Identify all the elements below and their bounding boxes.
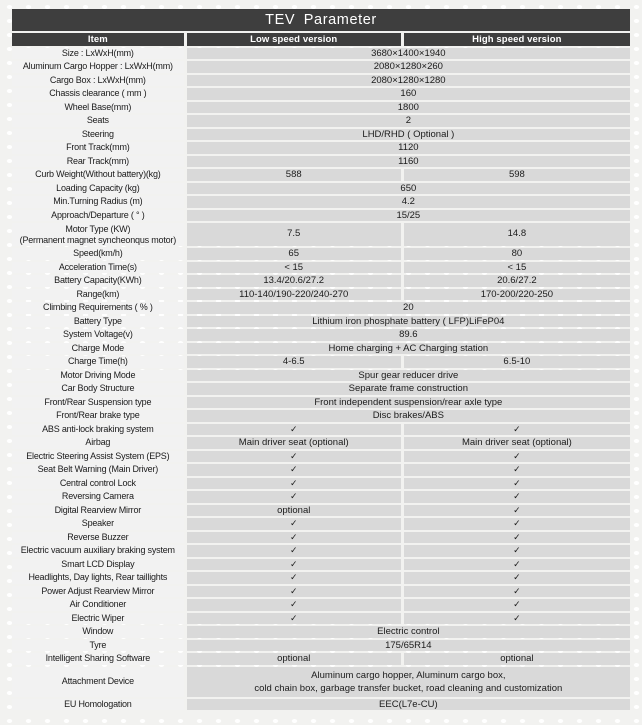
low-speed-value-cell: ✓ [187, 478, 401, 490]
table-row [12, 586, 630, 598]
low-speed-value-cell: optional [187, 505, 401, 517]
low-speed-value-cell: ✓ [187, 559, 401, 571]
merged-value-cell: Front independent suspension/rear axle type [187, 397, 630, 409]
item-label-cell: Window [12, 626, 184, 638]
merged-value-cell: 1160 [187, 156, 630, 168]
merged-value-cell: 650 [187, 183, 630, 195]
table-row [12, 451, 630, 463]
low-speed-value-cell: ✓ [187, 424, 401, 436]
low-speed-value-cell: 13.4/20.6/27.2 [187, 275, 401, 287]
item-label-cell: Aluminum Cargo Hopper : LxWxH(mm) [12, 61, 184, 73]
low-speed-value-cell: < 15 [187, 262, 401, 274]
merged-value-cell: 3680×1400×1940 [187, 48, 630, 60]
table-row [12, 343, 630, 355]
item-label-cell: Battery Type [12, 316, 184, 328]
high-speed-value-cell: ✓ [404, 559, 630, 571]
item-label-cell: Headlights, Day lights, Rear taillights [12, 572, 184, 584]
item-label-cell: Car Body Structure [12, 383, 184, 395]
item-label-cell: Cargo Box : LxWxH(mm) [12, 75, 184, 87]
table-row [12, 545, 630, 557]
merged-value-cell: Disc brakes/ABS [187, 410, 630, 422]
item-label-cell: Range(km) [12, 289, 184, 301]
high-speed-value-cell: ✓ [404, 505, 630, 517]
high-speed-value-cell: 80 [404, 248, 630, 260]
table-row [12, 129, 630, 141]
item-label-cell: Seats [12, 115, 184, 127]
high-speed-value-cell: ✓ [404, 491, 630, 503]
spec-table-body [12, 48, 630, 711]
table-row [12, 559, 630, 571]
item-label-cell: Digital Rearview Mirror [12, 505, 184, 517]
table-row [12, 196, 630, 208]
item-label-cell: Size : LxWxH(mm) [12, 48, 184, 60]
column-header-low-speed: Low speed version [187, 33, 401, 46]
table-row [12, 48, 630, 60]
column-header-item: Item [12, 33, 184, 46]
item-label-cell: Speaker [12, 518, 184, 530]
low-speed-value-cell: ✓ [187, 518, 401, 530]
table-row [12, 626, 630, 638]
table-row [12, 437, 630, 449]
item-label-cell: Battery Capacity(KWh) [12, 275, 184, 287]
table-row [12, 115, 630, 127]
item-label-cell: Electric vacuum auxiliary braking system [12, 545, 184, 557]
table-row [12, 653, 630, 665]
high-speed-value-cell: < 15 [404, 262, 630, 274]
merged-value-cell: 1800 [187, 102, 630, 114]
item-label-cell: Electric Wiper [12, 613, 184, 625]
item-label-cell: Charge Mode [12, 343, 184, 355]
high-speed-value-cell: ✓ [404, 613, 630, 625]
table-row [12, 142, 630, 154]
merged-value-cell: Spur gear reducer drive [187, 370, 630, 382]
table-row [12, 640, 630, 652]
merged-value-cell: 20 [187, 302, 630, 314]
table-row [12, 397, 630, 409]
item-label-cell: Tyre [12, 640, 184, 652]
high-speed-value-cell: ✓ [404, 518, 630, 530]
low-speed-value-cell: ✓ [187, 613, 401, 625]
low-speed-value-cell: ✓ [187, 599, 401, 611]
merged-value-cell: Electric control [187, 626, 630, 638]
high-speed-value-cell: ✓ [404, 424, 630, 436]
merged-value-cell: Home charging + AC Charging station [187, 343, 630, 355]
item-label-cell: ABS anti-lock braking system [12, 424, 184, 436]
merged-value-cell: 1120 [187, 142, 630, 154]
table-row [12, 329, 630, 341]
high-speed-value-cell: ✓ [404, 478, 630, 490]
merged-value-cell: 2080×1280×260 [187, 61, 630, 73]
item-label-cell: Front/Rear Suspension type [12, 397, 184, 409]
merged-value-cell: 2 [187, 115, 630, 127]
high-speed-value-cell: 598 [404, 169, 630, 181]
high-speed-value-cell: ✓ [404, 532, 630, 544]
low-speed-value-cell: ✓ [187, 572, 401, 584]
item-label-cell: Air Conditioner [12, 599, 184, 611]
table-row [12, 464, 630, 476]
low-speed-value-cell: 7.5 [187, 223, 401, 246]
table-row [12, 383, 630, 395]
table-row [12, 518, 630, 530]
merged-value-cell: Lithium iron phosphate battery ( LFP)LiFeP04 [187, 316, 630, 328]
low-speed-value-cell: Main driver seat (optional) [187, 437, 401, 449]
table-row [12, 410, 630, 422]
item-label-cell: Intelligent Sharing Software [12, 653, 184, 665]
low-speed-value-cell: ✓ [187, 545, 401, 557]
item-label-cell: Airbag [12, 437, 184, 449]
high-speed-value-cell: ✓ [404, 599, 630, 611]
item-label-cell: Steering [12, 129, 184, 141]
table-row [12, 210, 630, 222]
merged-value-cell: 175/65R14 [187, 640, 630, 652]
merged-value-cell: 89.6 [187, 329, 630, 341]
table-row [12, 613, 630, 625]
item-label-cell: Motor Type (KW) (Permanent magnet syncheonqus motor) [12, 223, 184, 246]
item-label-cell: Curb Weight(Without battery)(kg) [12, 169, 184, 181]
table-row [12, 491, 630, 503]
item-label-cell: Chassis clearance ( mm ) [12, 88, 184, 100]
item-label-cell: EU Homologation [12, 699, 184, 711]
spec-sheet [9, 9, 633, 712]
table-row [12, 61, 630, 73]
low-speed-value-cell: 65 [187, 248, 401, 260]
table-row [12, 248, 630, 260]
table-row [12, 356, 630, 368]
high-speed-value-cell: 6.5-10 [404, 356, 630, 368]
table-row [12, 169, 630, 181]
high-speed-value-cell: Main driver seat (optional) [404, 437, 630, 449]
item-label-cell: Motor Driving Mode [12, 370, 184, 382]
high-speed-value-cell: ✓ [404, 545, 630, 557]
item-label-cell: Electric Steering Assist System (EPS) [12, 451, 184, 463]
item-label-cell: Central control Lock [12, 478, 184, 490]
merged-value-cell: 4.2 [187, 196, 630, 208]
high-speed-value-cell: 14.8 [404, 223, 630, 246]
item-label-cell: Front Track(mm) [12, 142, 184, 154]
table-row [12, 183, 630, 195]
item-label-cell: Power Adjust Rearview Mirror [12, 586, 184, 598]
item-label-cell: Seat Belt Warning (Main Driver) [12, 464, 184, 476]
item-label-cell: Front/Rear brake type [12, 410, 184, 422]
low-speed-value-cell: ✓ [187, 532, 401, 544]
merged-value-cell: EEC(L7e-CU) [187, 699, 630, 711]
table-row [12, 532, 630, 544]
low-speed-value-cell: optional [187, 653, 401, 665]
table-row [12, 223, 630, 246]
merged-value-cell: 160 [187, 88, 630, 100]
merged-value-cell: Aluminum cargo hopper, Aluminum cargo box, cold chain box, garbage transfer bucket, road cleaning and customization [187, 667, 630, 697]
item-label-cell: Attachment Device [12, 667, 184, 697]
high-speed-value-cell: 170-200/220-250 [404, 289, 630, 301]
column-header-high-speed: High speed version [404, 33, 630, 46]
low-speed-value-cell: 4-6.5 [187, 356, 401, 368]
item-label-cell: Speed(km/h) [12, 248, 184, 260]
merged-value-cell: 15/25 [187, 210, 630, 222]
item-label-cell: Reverse Buzzer [12, 532, 184, 544]
low-speed-value-cell: 110-140/190-220/240-270 [187, 289, 401, 301]
item-label-cell: Reversing Camera [12, 491, 184, 503]
high-speed-value-cell: ✓ [404, 451, 630, 463]
high-speed-value-cell: ✓ [404, 572, 630, 584]
table-row [12, 599, 630, 611]
header-row [12, 33, 630, 46]
item-label-cell: Charge Time(h) [12, 356, 184, 368]
table-row [12, 667, 630, 697]
table-row [12, 102, 630, 114]
table-row [12, 316, 630, 328]
table-row [12, 289, 630, 301]
table-row [12, 424, 630, 436]
low-speed-value-cell: ✓ [187, 491, 401, 503]
table-row [12, 302, 630, 314]
merged-value-cell: 2080×1280×1280 [187, 75, 630, 87]
item-label-cell: Climbing Requirements ( % ) [12, 302, 184, 314]
item-label-cell: Loading Capacity (kg) [12, 183, 184, 195]
table-row [12, 156, 630, 168]
high-speed-value-cell: optional [404, 653, 630, 665]
table-row [12, 275, 630, 287]
table-row [12, 370, 630, 382]
table-row [12, 572, 630, 584]
item-label-cell: Acceleration Time(s) [12, 262, 184, 274]
table-row [12, 478, 630, 490]
high-speed-value-cell: ✓ [404, 586, 630, 598]
low-speed-value-cell: ✓ [187, 464, 401, 476]
merged-value-cell: LHD/RHD ( Optional ) [187, 129, 630, 141]
table-row [12, 75, 630, 87]
item-label-cell: System Voltage(v) [12, 329, 184, 341]
low-speed-value-cell: ✓ [187, 451, 401, 463]
item-label-cell: Rear Track(mm) [12, 156, 184, 168]
item-label-cell: Approach/Departure ( ° ) [12, 210, 184, 222]
page-title: TEV Parameter [12, 9, 630, 31]
high-speed-value-cell: ✓ [404, 464, 630, 476]
table-row [12, 505, 630, 517]
table-row [12, 262, 630, 274]
table-row [12, 88, 630, 100]
high-speed-value-cell: 20.6/27.2 [404, 275, 630, 287]
page [0, 9, 642, 725]
spec-table [9, 31, 633, 712]
low-speed-value-cell: 588 [187, 169, 401, 181]
table-row [12, 699, 630, 711]
item-label-cell: Wheel Base(mm) [12, 102, 184, 114]
item-label-cell: Smart LCD Display [12, 559, 184, 571]
item-label-cell: Min.Turning Radius (m) [12, 196, 184, 208]
low-speed-value-cell: ✓ [187, 586, 401, 598]
merged-value-cell: Separate frame construction [187, 383, 630, 395]
